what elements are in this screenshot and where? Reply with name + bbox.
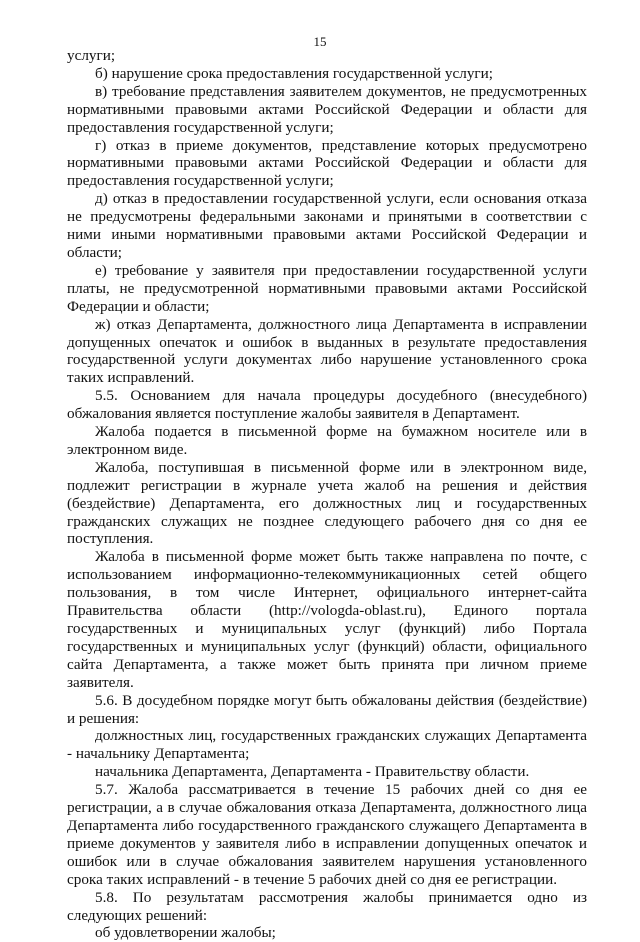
- section-5-6: 5.6. В досудебном порядке могут быть обжалованы действия (бездействие) и решения:: [67, 691, 587, 727]
- section-5-5: 5.5. Основанием для начала процедуры досудебного (внесудебного) обжалования является поступление жалобы заявителя в Департамент.: [67, 387, 587, 423]
- page-number: 15: [313, 34, 327, 49]
- decision-satisfy: об удовлетворении жалобы;: [95, 924, 276, 942]
- list-item-d: д) отказ в предоставлении государственной услуги, если основания отказа не предусмотрены федеральными законами и принятыми в соответствии с ними иными нормативными правовыми актами Российской Федерации и области;: [67, 190, 587, 261]
- list-item-g: г) отказ в приеме документов, представление которых предусмотрено нормативными правовыми актами Российской Федерации и области для предоставления государственной услуги;: [67, 136, 587, 190]
- paragraph-head-appeal: начальника Департамента, Департамента - Правительству области.: [95, 763, 530, 781]
- list-item-e: е) требование у заявителя при предоставлении государственной услуги платы, не предусмотренной нормативными правовыми актами Российской Федерации и области;: [67, 261, 587, 315]
- list-item-zh: ж) отказ Департамента, должностного лица Департамента в исправлении допущенных опечаток и ошибок в выданных в результате предоставления государственной услуги документах либо нарушение установленного срока таких исправлений.: [67, 315, 587, 387]
- list-item-b: б) нарушение срока предоставления государственной услуги;: [95, 64, 493, 82]
- document-body: [67, 47, 587, 942]
- paragraph-continuation: услуги;: [67, 47, 116, 64]
- section-5-7: 5.7. Жалоба рассматривается в течение 15 рабочих дней со дня ее регистрации, а в случае обжалования отказа Департамента, должностного лица Департамента либо государственного гражданского служащего Департамента в приеме документов у заявителя либо в исправлении допущенных опечаток и ошибок или в случае обжалования заявителем нарушения установленного срока таких исправлений - в течение 5 рабочих дней со дня ее регистрации.: [67, 781, 587, 888]
- list-item-v: в) требование представления заявителем документов, не предусмотренных нормативными правовыми актами Российской Федерации и области для предоставления государственной услуги;: [67, 82, 587, 136]
- paragraph-officials-appeal: должностных лиц, государственных гражданских служащих Департамента - начальнику Департамента;: [67, 727, 587, 763]
- paragraph-complaint-channels: Жалоба в письменной форме может быть также направлена по почте, с использованием информационно-телекоммуникационных сетей общего пользования, в том числе Интернет, официального интернет-сайта Правительства области (http://vologda-oblast.ru), Единого портала государственных и муниципальных услуг (функций) либо Портала государственных и муниципальных услуг (функций) области, официального сайта Департамента, а также может быть принята при личном приеме заявителя.: [67, 548, 587, 691]
- paragraph-complaint-form: Жалоба подается в письменной форме на бумажном носителе или в электронном виде.: [67, 423, 587, 458]
- paragraph-complaint-registration: Жалоба, поступившая в письменной форме или в электронном виде, подлежит регистрации в журнале учета жалоб на решения и действия (бездействие) Департамента, его должностных лиц и государственных гражданских служащих не позднее следующего рабочего дня со дня ее поступления.: [67, 458, 587, 548]
- section-5-8: 5.8. По результатам рассмотрения жалобы принимается одно из следующих решений:: [67, 888, 587, 924]
